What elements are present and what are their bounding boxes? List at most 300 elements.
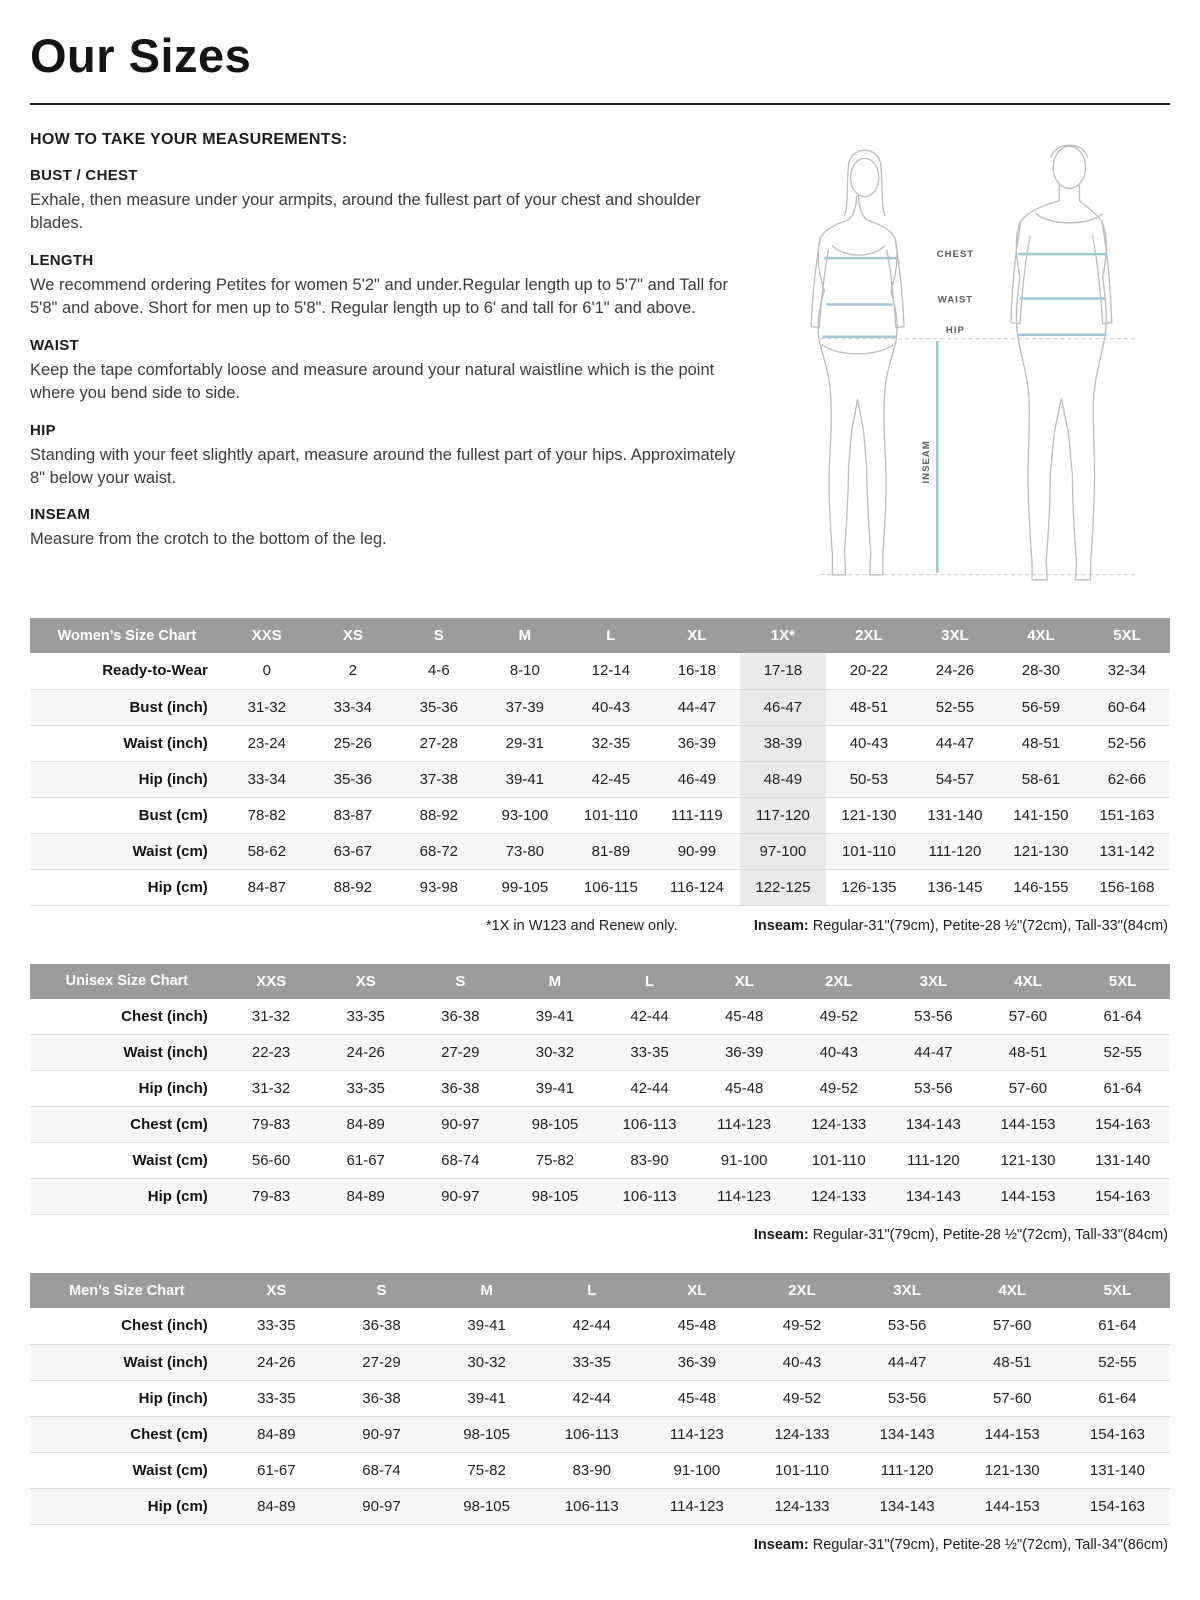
column-header-5xl: 5XL [1084,618,1170,653]
table-cell: 22-23 [251,1044,291,1061]
hip-label: HIP [945,324,965,336]
table-cell: 53-56 [914,1080,953,1097]
table-cell: 44-47 [914,1044,953,1061]
column-header-xs: XS [224,1273,329,1308]
row-label: Hip (cm) [147,878,208,896]
table-cell: 84-89 [257,1425,296,1443]
table-cell: 45-48 [724,1080,764,1097]
row-label: Hip (cm) [147,1188,208,1205]
table-cell: 42-44 [572,1389,611,1407]
table-cell: 68-74 [441,1152,480,1169]
column-header-2xl: 2XL [826,618,912,653]
section-heading: WAIST [30,336,79,354]
table-cell: 8-10 [509,662,540,680]
mens-size-chart [30,1273,1170,1559]
table-cell: 45-48 [677,1389,717,1407]
table-cell: 84-89 [346,1116,385,1133]
table-cell: 90-97 [441,1188,480,1205]
table-cell: 73-80 [505,842,545,860]
table-cell: 81-89 [591,842,631,860]
table-cell: 114-123 [717,1188,772,1205]
table-cell: 97-100 [740,833,826,869]
table-cell: 39-41 [505,770,545,788]
table-cell: 91-100 [720,1152,768,1169]
column-header-s: S [329,1273,434,1308]
table-cell: 50-53 [849,770,889,788]
table-cell: 63-67 [333,842,372,860]
table-cell: 48-51 [849,698,889,716]
row-label: Chest (inch) [121,1007,208,1025]
table-cell: 111-120 [906,1152,960,1169]
table-cell: 144-153 [1000,1116,1056,1133]
table-cell: 39-41 [535,1007,575,1025]
title-divider [30,103,1170,105]
table-cell: 16-18 [677,662,717,680]
size-charts [30,618,1170,1559]
table-cell: 20-22 [849,662,889,680]
table-cell: 57-60 [1008,1080,1048,1097]
table-cell: 121-130 [841,806,897,824]
table-cell: 36-38 [362,1389,401,1407]
column-header-4xl: 4XL [981,964,1076,999]
table-cell: 40-43 [782,1353,822,1371]
section-body: Keep the tape comfortably loose and measure around your natural waistline which is the point where you bend side to side. [30,360,715,403]
table-cell: 146-155 [1013,878,1069,896]
table-row [30,1143,1170,1179]
measurement-instructions [30,131,775,568]
table-row [30,689,1170,725]
table-cell: 33-35 [346,1080,385,1097]
table-cell: 93-98 [419,878,459,896]
table-row [30,761,1170,797]
table-cell: 83-87 [333,806,372,824]
table-cell: 126-135 [841,878,897,896]
table-cell: 75-82 [535,1152,575,1169]
table-row [30,999,1170,1035]
table-cell: 31-32 [251,1007,291,1025]
table-cell: 151-163 [1099,806,1155,824]
table-cell: 30-32 [467,1353,506,1371]
row-label: Bust (inch) [129,698,208,716]
table-row [30,725,1170,761]
table-footnote [30,1537,1170,1559]
column-header-4xl: 4XL [960,1273,1065,1308]
table-cell: 111-120 [880,1461,934,1479]
table-cell: 101-110 [811,1152,866,1169]
table-cell: 111-120 [928,842,982,860]
section-length [30,252,745,321]
table-cell: 154-163 [1095,1116,1151,1133]
table-cell: 45-48 [724,1007,764,1025]
row-label: Waist (cm) [132,842,208,860]
column-header-1x: 1X* [740,618,826,653]
table-cell: 101-110 [775,1461,829,1479]
mens-table [30,1273,1170,1525]
unisex-table [30,964,1170,1216]
table-title: Men’s Size Chart [30,1273,224,1308]
table-cell: 88-92 [419,806,459,824]
table-cell: 61-64 [1098,1317,1137,1335]
section-waist [30,337,745,406]
table-cell: 35-36 [333,770,372,788]
table-cell: 124-133 [774,1425,830,1443]
row-label: Waist (inch) [123,1044,208,1061]
table-cell: 49-52 [782,1389,822,1407]
table-cell: 117-120 [740,797,826,833]
section-body: Exhale, then measure under your armpits, around the fullest part of your chest and shoulder blades. [30,191,701,233]
womens-table [30,618,1170,906]
table-cell: 33-35 [572,1353,611,1371]
table-cell: 136-145 [927,878,983,896]
table-footnote [30,918,1170,940]
table-row [30,1452,1170,1488]
inseam-note: Inseam: Regular-31"(79cm), Petite-28 ½"(72cm), Tall-33"(84cm) [753,1227,1168,1243]
table-cell: 42-44 [572,1317,611,1335]
column-header-l: L [602,964,697,999]
table-cell: 98-105 [463,1497,510,1515]
table-cell: 114-123 [669,1425,724,1443]
table-cell: 134-143 [905,1188,961,1205]
table-cell: 32-34 [1107,662,1147,680]
table-cell: 42-45 [591,770,631,788]
table-cell: 154-163 [1089,1425,1145,1443]
section-body: Standing with your feet slightly apart, measure around the fullest part of your hips. Approximately 8" below your waist. [30,445,736,487]
table-cell: 37-39 [505,698,545,716]
table-cell: 44-47 [935,734,975,752]
table-cell: 134-143 [879,1497,935,1515]
column-header-3xl: 3XL [886,964,981,999]
table-cell: 131-140 [927,806,983,824]
column-header-xl: XL [644,1273,749,1308]
column-header-l: L [568,618,654,653]
table-cell: 33-35 [346,1007,385,1025]
table-cell: 39-41 [467,1389,506,1407]
column-header-2xl: 2XL [749,1273,854,1308]
table-cell: 44-47 [677,698,717,716]
section-body: We recommend ordering Petites for women 5'2" and under.Regular length up to 5'7" and Tall for 5'8" and above. Short for men up to 5'8". Regular length up to 6' and tall for 6'1" and above. [30,275,728,318]
table-cell: 33-35 [257,1317,296,1335]
table-row [30,1107,1170,1143]
table-cell: 52-56 [1107,734,1147,752]
table-cell: 23-24 [247,734,286,752]
table-cell: 44-47 [887,1353,927,1371]
table-cell: 58-61 [1021,770,1061,788]
table-cell: 116-124 [669,878,724,896]
table-row [30,1308,1170,1344]
page-title: Our Sizes [30,29,252,82]
column-header-s: S [413,964,508,999]
column-header-xs: XS [318,964,413,999]
table-row [30,797,1170,833]
section-heading: BUST / CHEST [30,167,138,184]
table-cell: 134-143 [879,1425,935,1443]
table-cell: 83-90 [630,1152,669,1169]
table-cell: 106-115 [583,878,638,896]
section-inseam [30,506,745,551]
table-cell: 121-130 [1013,842,1069,860]
table-cell: 131-140 [1095,1152,1151,1169]
table-row [30,1380,1170,1416]
row-label: Hip (inch) [138,770,208,788]
column-header-xxs: XXS [224,618,310,653]
table-cell: 90-97 [441,1116,480,1133]
table-cell: 25-26 [333,734,372,752]
table-cell: 124-133 [774,1497,830,1515]
table-cell: 154-163 [1095,1188,1151,1205]
table-cell: 39-41 [535,1080,575,1097]
table-cell: 88-92 [333,878,372,896]
table-row [30,869,1170,905]
table-cell: 33-34 [333,698,372,716]
row-label: Waist (inch) [123,734,208,752]
table-cell: 57-60 [993,1317,1032,1335]
table-cell: 58-62 [247,842,286,860]
table-cell: 62-66 [1107,770,1147,788]
row-label: Hip (cm) [147,1497,208,1515]
table-row [30,1344,1170,1380]
table-cell: 49-52 [819,1007,858,1025]
table-cell: 106-113 [622,1116,677,1133]
table-cell: 61-64 [1103,1007,1142,1025]
table-cell: 52-55 [935,698,975,716]
section-hip [30,422,745,491]
row-label: Ready-to-Wear [102,662,208,680]
table-cell: 91-100 [673,1461,721,1479]
table-cell: 98-105 [531,1116,579,1133]
table-cell: 40-43 [591,698,631,716]
table-cell: 124-133 [811,1188,867,1205]
table-cell: 57-60 [993,1389,1032,1407]
table-cell: 54-57 [935,770,975,788]
table-cell: 39-41 [467,1317,506,1335]
table-cell: 61-67 [257,1461,296,1479]
table-cell: 106-113 [622,1188,677,1205]
measurement-figures [775,125,1155,604]
table-cell: 114-123 [669,1497,724,1515]
row-label: Chest (cm) [130,1116,208,1133]
table-cell: 141-150 [1013,806,1069,824]
table-cell: 48-49 [740,761,826,797]
table-cell: 61-64 [1103,1080,1142,1097]
table-cell: 106-113 [564,1497,619,1515]
table-cell: 156-168 [1099,878,1155,896]
table-cell: 56-60 [251,1152,291,1169]
table-cell: 24-26 [935,662,975,680]
table-cell: 33-34 [247,770,286,788]
column-header-l: L [539,1273,644,1308]
table-cell: 17-18 [740,653,826,689]
column-header-3xl: 3XL [855,1273,960,1308]
table-cell: 79-83 [251,1188,291,1205]
table-cell: 29-31 [505,734,545,752]
table-cell: 131-140 [1089,1461,1145,1479]
table-cell: 46-49 [677,770,717,788]
table-cell: 93-100 [501,806,549,824]
table-cell: 52-55 [1098,1353,1137,1371]
female-figure-outline [811,150,904,575]
row-label: Waist (cm) [132,1152,208,1169]
table-cell: 98-105 [531,1188,579,1205]
unisex-size-chart [30,964,1170,1250]
column-header-2xl: 2XL [791,964,886,999]
table-cell: 33-35 [630,1044,669,1061]
table-footnote [30,1227,1170,1249]
row-label: Hip (inch) [138,1389,208,1407]
row-label: Waist (cm) [132,1461,208,1479]
table-cell: 60-64 [1107,698,1147,716]
table-cell: 56-59 [1021,698,1061,716]
table-cell: 101-110 [583,806,638,824]
table-cell: 83-90 [572,1461,611,1479]
table-cell: 111-119 [671,806,723,824]
table-cell: 84-89 [346,1188,385,1205]
table-cell: 90-97 [362,1497,401,1515]
table-cell: 2 [348,662,357,680]
table-row [30,1179,1170,1215]
table-title: Women’s Size Chart [30,618,224,653]
table-cell: 31-32 [251,1080,291,1097]
table-cell: 79-83 [251,1116,291,1133]
table-cell: 30-32 [535,1044,575,1061]
table-cell: 42-44 [630,1080,669,1097]
table-cell: 42-44 [630,1007,669,1025]
column-header-xl: XL [697,964,792,999]
inseam-label: INSEAM [921,440,933,484]
section-body: Measure from the crotch to the bottom of the leg. [30,530,387,549]
column-header-m: M [482,618,568,653]
table-cell: 84-89 [257,1497,296,1515]
dashed-guide-lines [820,339,1135,575]
table-row [30,833,1170,869]
table-cell: 68-74 [362,1461,401,1479]
table-cell: 48-51 [993,1353,1032,1371]
inseam-note: Inseam: Regular-31"(79cm), Petite-28 ½"(72cm), Tall-34"(86cm) [753,1536,1168,1553]
table-cell: 90-97 [362,1425,401,1443]
section-heading: LENGTH [30,251,94,269]
table-cell: 53-56 [887,1317,927,1335]
table-cell: 99-105 [501,878,549,896]
table-cell: 45-48 [677,1317,717,1335]
table-cell: 68-72 [419,842,459,860]
table-cell: 27-29 [441,1044,480,1061]
table-cell: 131-142 [1099,842,1155,860]
table-cell: 49-52 [782,1317,822,1335]
table-cell: 38-39 [740,725,826,761]
table-cell: 57-60 [1008,1007,1048,1025]
table-cell: 48-51 [1008,1044,1048,1061]
column-header-xl: XL [654,618,740,653]
row-label: Waist (inch) [123,1353,208,1371]
chest-label: CHEST [936,249,975,261]
table-cell: 53-56 [914,1007,953,1025]
table-cell: 33-35 [257,1389,296,1407]
table-cell: 12-14 [591,662,631,680]
male-figure-outline [1011,145,1112,580]
column-header-m: M [508,964,603,999]
how-to-heading: HOW TO TAKE YOUR MEASUREMENTS: [30,131,348,148]
table-cell: 52-55 [1103,1044,1142,1061]
table-cell: 28-30 [1021,662,1061,680]
row-label: Chest (inch) [121,1317,208,1335]
table-row [30,1488,1170,1524]
table-cell: 106-113 [564,1425,619,1443]
column-header-5xl: 5XL [1065,1273,1170,1308]
table-cell: 35-36 [419,698,459,716]
table-cell: 122-125 [740,869,826,905]
table-cell: 61-64 [1098,1389,1137,1407]
table-cell: 27-29 [362,1353,401,1371]
column-header-4xl: 4XL [998,618,1084,653]
table-cell: 31-32 [247,698,286,716]
table-cell: 24-26 [346,1044,385,1061]
table-cell: 114-123 [717,1116,772,1133]
table-cell: 40-43 [819,1044,858,1061]
table-cell: 75-82 [467,1461,506,1479]
column-header-3xl: 3XL [912,618,998,653]
table-cell: 40-43 [849,734,889,752]
womens-size-chart [30,618,1170,940]
measurements-section [30,131,1170,604]
table-cell: 46-47 [740,689,826,725]
asterisk-note: *1X in W123 and Renew only. [486,917,678,934]
table-cell: 144-153 [984,1425,1040,1443]
column-header-5xl: 5XL [1075,964,1170,999]
table-cell: 84-87 [247,878,286,896]
table-cell: 144-153 [984,1497,1040,1515]
table-row [30,1071,1170,1107]
column-header-xs: XS [310,618,396,653]
table-cell: 154-163 [1089,1497,1145,1515]
table-row [30,1416,1170,1452]
table-cell: 36-39 [677,734,717,752]
table-cell: 98-105 [463,1425,510,1443]
table-cell: 36-38 [362,1317,401,1335]
table-cell: 0 [262,662,271,680]
table-cell: 24-26 [257,1353,296,1371]
table-cell: 36-39 [677,1353,717,1371]
table-cell: 32-35 [591,734,631,752]
table-row [30,1035,1170,1071]
table-cell: 53-56 [887,1389,927,1407]
table-cell: 36-39 [724,1044,764,1061]
table-cell: 90-99 [677,842,717,860]
section-heading: HIP [30,421,56,439]
table-cell: 121-130 [1000,1152,1056,1169]
table-cell: 121-130 [984,1461,1040,1479]
table-cell: 27-28 [419,734,459,752]
waist-label: WAIST [937,294,974,306]
column-header-s: S [396,618,482,653]
table-cell: 61-67 [346,1152,385,1169]
row-label: Bust (cm) [138,806,208,824]
inseam-note: Inseam: Regular-31"(79cm), Petite-28 ½"(72cm), Tall-33"(84cm) [753,917,1168,934]
table-cell: 144-153 [1000,1188,1056,1205]
table-cell: 37-38 [419,770,459,788]
table-cell: 36-38 [441,1080,480,1097]
table-cell: 134-143 [905,1116,961,1133]
section-heading: INSEAM [30,506,91,524]
table-title: Unisex Size Chart [30,964,224,999]
table-row [30,653,1170,689]
table-cell: 4-6 [427,662,450,680]
column-header-xxs: XXS [224,964,319,999]
body-measurement-illustration [775,125,1155,599]
table-cell: 36-38 [441,1007,480,1025]
table-cell: 48-51 [1021,734,1061,752]
row-label: Chest (cm) [130,1425,208,1443]
column-header-m: M [434,1273,539,1308]
table-cell: 101-110 [841,842,896,860]
